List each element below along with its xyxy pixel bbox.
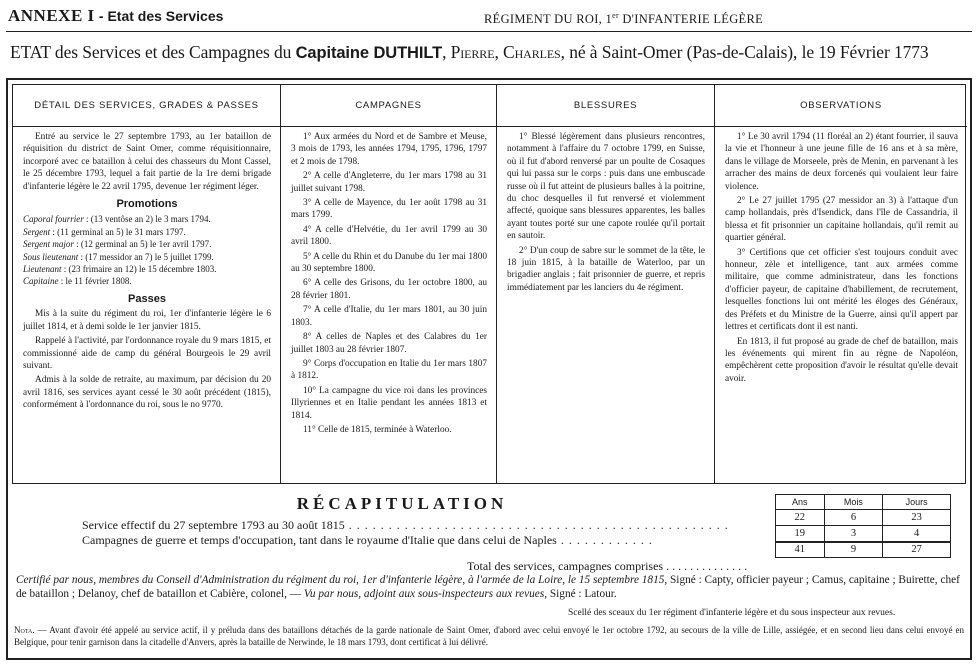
observation-item: 2° Le 27 juillet 1795 (27 messidor an 3) à l'attaque d'un camp hollandais, près d'Isendick, dans l'île de Cassandria, il blessa et fit prisonnier un capitaine hollandais, qu'il remit au quartier général. [725, 196, 958, 244]
blessure-item: 2° D'un coup de sabre sur le sommet de la tête, le 18 juin 1815, à la bataille de Waterloo, par un brigadier anglais ; fait prisonnier de guerre, et repris immédiatement par les lanciers du 4e régiment. [507, 245, 705, 293]
cell: 3 [824, 526, 883, 542]
campagne-item: 10° La campagne du vice roi dans les provinces Illyriennes et en Italie pendant les années 1813 et 1814. [291, 385, 487, 421]
annexe-number: ANNEXE I [8, 6, 95, 25]
column-heading-services: DÉTAIL DES SERVICES, GRADES & PASSES [13, 85, 280, 127]
seal-note: Scellé des sceaux du 1er régiment d'infanterie légère et du sous inspecteur aux revues. [568, 608, 896, 618]
subject-name: Capitaine DUTHILT [295, 44, 443, 62]
promotion-item [23, 226, 271, 238]
regiment-sup: er [612, 11, 619, 20]
subtitle-tail: , né à Saint-Omer (Pas-de-Calais), le 19 Février 1773 [560, 42, 929, 62]
observations-body [715, 127, 967, 385]
blessures-body [497, 127, 714, 294]
annexe-title [8, 6, 223, 26]
campagne-item: 2° A celle d'Angleterre, du 1er mars 1798 au 31 juillet suivant 1798. [291, 171, 487, 194]
cell: 22 [776, 510, 825, 526]
column-blessures [497, 85, 715, 483]
passe-item: Admis à la solde de retraite, au maximum, par décision du 20 avril 1816, ses services ayant cessé le 30 août précédent (1815), conformément à l'ordonnance du roi, sous le no 9770. [23, 375, 271, 411]
campagne-item: 1° Aux armées du Nord et de Sambre et Meuse, 3 mois de 1793, les années 1794, 1795, 1796, 1797 et 2 mois de 1798. [291, 132, 487, 167]
nota [14, 624, 964, 648]
inspector-visa: Vu par nous, adjoint aux sous-inspecteurs aux revues, [303, 587, 548, 600]
observation-item: 3° Certifions que cet officier s'est toujours conduit avec honneur, zèle et intelligence, tant aux armées comme militaire, que comme administrateur, dans les fonctions d'officier payeur, de capitaine d'habillement, de recrutement, lesquelles fonctions lui ont mérité les éloges des Généraux, des Préfets et du Ministre de la Guerre, ainsi qu'il appert par lettres et certificats dont il est nanti. [725, 247, 958, 333]
regiment-title [484, 11, 763, 27]
passe-item: Rappelé à l'activité, par l'ordonnance royale du 9 mars 1815, et commissionné aide de camp du général Bourgeois le 29 avril suivant. [23, 336, 271, 371]
cell: 41 [776, 542, 825, 558]
observation-item: 1° Le 30 avril 1794 (11 floréal an 2) étant fourrier, il sauva la vie et l'honneur à une jeune fille de 16 ans et à sa mère, dans le village de Morseele, près de Menin, en parvenant à les arracher des mains de deux forcenés qui voulaient leur faire violence. [725, 132, 958, 192]
column-heading-blessures: BLESSURES [497, 85, 714, 127]
campagnes-body [281, 127, 496, 436]
header-ans: Ans [776, 495, 825, 510]
campagne-item: 6° A celle des Grisons, du 1er octobre 1800, au 28 février 1801. [291, 278, 487, 301]
services-frame [6, 78, 972, 660]
recap-line1-text: Service effectif du 27 septembre 1793 au 30 août 1815 [82, 518, 345, 532]
recap-title: RÉCAPITULATION [296, 494, 508, 513]
campagne-item: 4° A celle d'Helvétie, du 1er avril 1799 au 30 avril 1800. [291, 224, 487, 248]
column-heading-campagnes: CAMPAGNES [281, 85, 496, 127]
cell: 9 [824, 542, 883, 558]
cell: 27 [883, 542, 951, 558]
recap-total-text: Total des services, campagnes comprises [467, 559, 664, 573]
campagne-item: 5° A celle du Rhin et du Danube du 1er mai 1800 au 30 septembre 1800. [291, 251, 487, 275]
nota-text: — Avant d'avoir été appelé au service actif, il y préluda dans des bataillons détachés de la garde nationale de Saint Omer, d'abord avec celui envoyé le 1er octobre 1792, au secours de la ville de Lille, assiégée, et en second lieu dans celui envoyé en Belgique, pour tenir garnison dans la citadelle d'Anvers, après la bataille de Nerwinde, le 18 mars 1793, dont certificat à lui délivré. [14, 625, 964, 647]
promotion-date: : (13 ventôse an 2) le 3 mars 1794. [83, 214, 211, 225]
inspector-signature: Signé : Latour. [547, 587, 617, 600]
blessure-item: 1° Blessé légèrement dans plusieurs rencontres, notamment à l'affaire du 7 octobre 1799, en Suisse, où il fut d'abord renversé par un poulte de Cosaques qui lui passa sur le corps : puis dans une embuscade russe où il fut atteint de plusieurs balles à la poitrine, du choc desquelles il fut renversé et violemment affecté, quoique sans blessures apparentes, les balles ayant toutes porté sur une capote roulée qu'il portait en sautoir. [507, 132, 705, 242]
header-mois: Mois [824, 495, 883, 510]
nota-label: Nota. [14, 625, 35, 635]
recap-line-total [467, 559, 757, 574]
column-heading-observations: OBSERVATIONS [715, 85, 967, 127]
signatures: Signé : Capty, officier payeur ; Camus, capitaine ; Buirette, chef de bataillon ; Delanoy, chef de bataillon et Cabière, colonel, — [16, 574, 960, 600]
passes-title: Passes [128, 292, 166, 305]
cell: 6 [824, 510, 883, 526]
campagne-item: 9° Corps d'occupation en Italie du 1er mars 1807 à 1812. [291, 358, 487, 382]
regiment-main: RÉGIMENT DU ROI, 1 [484, 12, 613, 27]
document-subtitle [10, 42, 972, 63]
services-body [13, 127, 280, 412]
campagne-item: 7° A celle d'Italie, du 1er mars 1801, au 30 juin 1803. [291, 305, 487, 328]
passes-list [23, 308, 271, 411]
column-services [13, 85, 281, 483]
promotion-item [23, 213, 271, 225]
promotion-item [23, 275, 271, 287]
promotion-date: : le 11 février 1808. [58, 276, 132, 287]
cell: 19 [776, 526, 825, 542]
certification [16, 574, 966, 601]
page-header [6, 4, 972, 32]
promotion-item [23, 238, 271, 250]
leader-dots: . . . . . . . . . . . . . . [663, 559, 748, 573]
passe-item: Mis à la suite du régiment du roi, 1er d'infanterie légère le 6 juillet 1814, et à demi solde le 1er janvier 1815. [23, 309, 271, 332]
services-intro: Entré au service le 27 septembre 1793, au 1er bataillon de réquisition du district de Saint Omer, comme réquisitionnaire, incorporé avec ce bataillon à celui des chasseurs du Mont Cassel, le 25 décembre 1793, lequel a fait partie de la 1re demi brigade d'infanterie légère le 22 avril 1795, devenue 1er régiment léger. [23, 132, 271, 192]
column-observations [715, 85, 967, 483]
annexe-section: - Etat des Services [98, 8, 224, 24]
promotion-grade: Sous lieutenant [23, 251, 79, 262]
promotion-grade: Caporal fourrier [23, 214, 84, 225]
promotion-grade: Lieutenant [23, 264, 62, 275]
cell: 4 [883, 526, 951, 542]
services-table [12, 84, 966, 484]
recap-totals-table [775, 494, 951, 558]
cell: 23 [883, 510, 951, 526]
promotion-date: : (11 germinal an 5) le 31 mars 1797. [50, 226, 186, 237]
promotion-grade: Sergent [23, 226, 51, 237]
leader-dots: . . . . . . . . . . . . [556, 533, 653, 547]
promotion-date: : (17 messidor an 7) le 5 juillet 1799. [78, 251, 214, 262]
promotion-item [23, 263, 271, 275]
header-jours: Jours [883, 495, 951, 510]
promotions-title: Promotions [116, 198, 178, 211]
leader-dots: . . . . . . . . . . . . . . . . . . . . . . . . . . . . . . . . . . . . . . . . . . . . . . . . [344, 518, 729, 532]
recap-line-campagnes [82, 533, 762, 548]
recap-line2-text: Campagnes de guerre et temps d'occupation, tant dans le royaume d'Italie que dans celui de Naples [82, 533, 557, 547]
promotion-grade: Capitaine [23, 276, 59, 287]
recap-table-header [776, 495, 951, 510]
campagne-item: 8° A celles de Naples et des Calabres du 1er juillet 1803 au 28 février 1807. [291, 332, 487, 355]
recap-row-service [776, 510, 951, 526]
promotion-date: : (23 frimaire an 12) le 15 décembre 1803. [61, 264, 217, 275]
subject-given-names: , Pierre, Charles [442, 42, 561, 62]
promotions-list [23, 213, 271, 287]
promotion-item [23, 251, 271, 263]
recap-row-total [776, 542, 951, 558]
regiment-rest: D'INFANTERIE LÉGÈRE [618, 12, 764, 27]
promotion-grade: Sergent major [23, 239, 74, 250]
column-campagnes [281, 85, 497, 483]
certification-text: Certifié par nous, membres du Conseil d'Administration du régiment du roi, 1er d'infanterie légère, à l'armée de la Loire, le 15 septembre 1815, [16, 574, 668, 586]
recap-line-service [82, 518, 762, 533]
promotion-date: : (12 germinal an 5) le 1er avril 1797. [73, 239, 212, 250]
campagne-item: 3° A celle de Mayence, du 1er août 1798 au 31 mars 1799. [291, 198, 487, 221]
observation-item: En 1813, il fut proposé au grade de chef de bataillon, mais les événements qui mirent fin au règne de Napoléon, empêchèrent cette proposition d'avoir le résultat qu'elle devait avoir. [725, 336, 958, 384]
subtitle-lead: ETAT des Services et des Campagnes du [10, 42, 296, 62]
recap-row-campagnes [776, 526, 951, 542]
campagne-item: 11° Celle de 1815, terminée à Waterloo. [303, 424, 452, 435]
